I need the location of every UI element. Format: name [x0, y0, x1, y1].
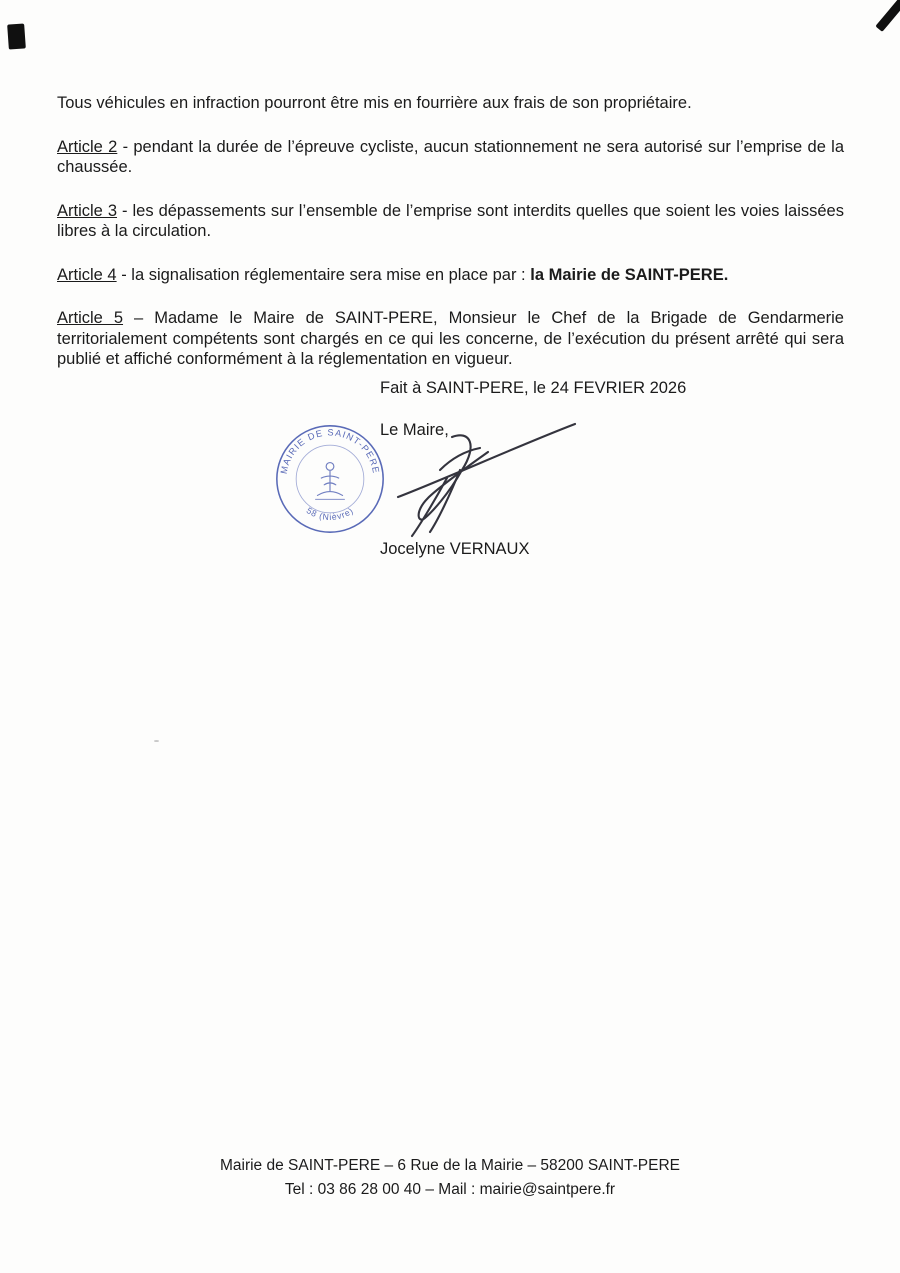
- signatory-role: Le Maire,: [380, 421, 449, 439]
- paragraph-article-4: [57, 265, 844, 286]
- scan-artifact-top-right: [875, 0, 900, 32]
- article-3-text: - les dépassements sur l’ensemble de l’emprise sont interdits quelles que soient les voies laissées libres à la circulation.: [57, 201, 844, 240]
- article-2-text: - pendant la durée de l’épreuve cycliste, aucun stationnement ne sera autorisé sur l’emprise de la chaussée.: [57, 137, 844, 176]
- stamp-emblem-icon: [316, 463, 345, 500]
- document-body: [57, 93, 844, 393]
- paragraph-article-2: [57, 137, 844, 178]
- stamp-bottom-text: 58 (Nièvre): [304, 505, 356, 523]
- scan-artifact-speck: [154, 740, 159, 742]
- footer-address-line: Mairie de SAINT-PERE – 6 Rue de la Mairie – 58200 SAINT-PERE: [219, 1157, 681, 1174]
- article-4-bold-text: la Mairie de SAINT-PERE.: [530, 265, 729, 284]
- article-5-label: Article 5: [57, 309, 124, 327]
- paragraph-intro: [57, 93, 844, 114]
- article-3-label: Article 3: [57, 201, 118, 220]
- intro-text: Tous véhicules en infraction pourront être mis en fourrière aux frais de son propriétaire.: [57, 94, 692, 112]
- svg-text:MAIRIE DE SAINT-PERE: [279, 427, 382, 474]
- footer-contact-line: Tel : 03 86 28 00 40 – Mail : mairie@saintpere.fr: [284, 1181, 616, 1198]
- stamp-top-text: MAIRIE DE SAINT-PERE: [278, 427, 382, 475]
- signature-scribble: [385, 412, 585, 544]
- svg-text:58 (Nièvre): [305, 505, 356, 522]
- article-2-label: Article 2: [57, 137, 118, 156]
- article-5-text: – Madame le Maire de SAINT-PERE, Monsieur le Chef de la Brigade de Gendarmerie territorialement compétents sont chargés en ce qui les concerne, de l’exécution du présent arrêté qui sera publié et affiché conformément à la réglementation en vigueur.: [57, 309, 844, 368]
- date-place-line: Fait à SAINT-PERE, le 24 FEVRIER 2026: [380, 379, 687, 397]
- paragraph-article-5: [57, 308, 844, 370]
- article-4-label: Article 4: [57, 265, 117, 284]
- article-4-text: - la signalisation réglementaire sera mise en place par :: [116, 265, 531, 284]
- scan-artifact-top-left: [7, 23, 26, 49]
- official-stamp: [272, 421, 388, 537]
- signatory-name: Jocelyne VERNAUX: [380, 540, 530, 558]
- page-footer: [0, 1154, 900, 1202]
- paragraph-article-3: [57, 201, 844, 242]
